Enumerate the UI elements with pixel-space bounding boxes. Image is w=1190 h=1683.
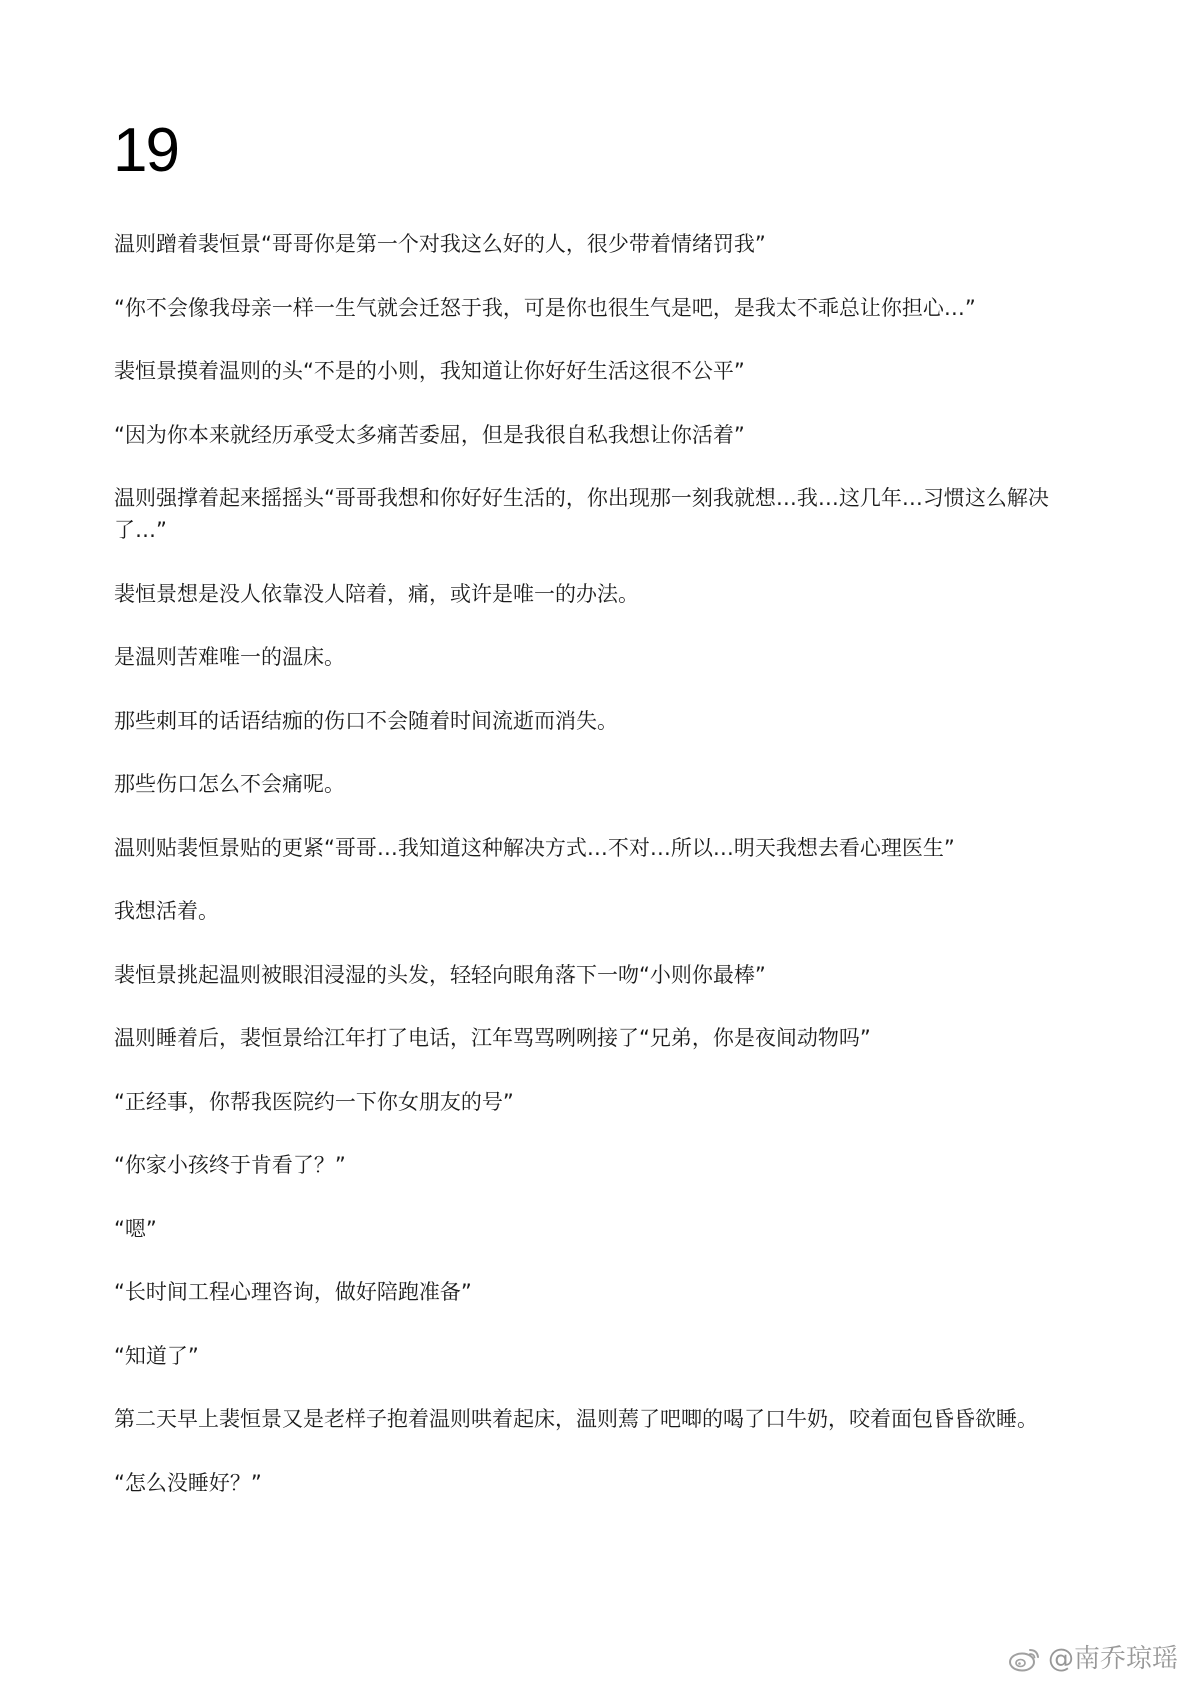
paragraph: “嗯”	[114, 1216, 157, 1241]
watermark-text: @南乔琼瑶	[1047, 1644, 1178, 1674]
paragraph: “正经事，你帮我医院约一下你女朋友的号”	[114, 1089, 514, 1114]
paragraph: “长时间工程心理咨询，做好陪跑准备”	[114, 1280, 472, 1304]
paragraph: 温则睡着后，裴恒景给江年打了电话，江年骂骂咧咧接了“兄弟，你是夜间动物吗”	[114, 1026, 871, 1050]
chapter-body	[114, 228, 1084, 1530]
paragraph: 裴恒景挑起温则被眼泪浸湿的头发，轻轻向眼角落下一吻“小则你最棒”	[114, 962, 766, 987]
paragraph: 那些刺耳的话语结痂的伤口不会随着时间流逝而消失。	[114, 708, 618, 733]
paragraph: “因为你本来就经历承受太多痛苦委屈，但是我很自私我想让你活着”	[114, 422, 745, 447]
paragraph: 温则强撑着起来摇摇头“哥哥我想和你好好生活的，你出现那一刻我就想…我…这几年…习惯这么解决了…”	[114, 486, 1049, 542]
chapter-number: 19	[113, 116, 178, 185]
paragraph: 是温则苦难唯一的温床。	[114, 645, 345, 669]
paragraph: 裴恒景摸着温则的头“不是的小则，我知道让你好好生活这很不公平”	[114, 359, 745, 383]
watermark	[1008, 1641, 1178, 1677]
weibo-icon	[1008, 1645, 1042, 1673]
paragraph: “你家小孩终于肯看了？”	[114, 1153, 346, 1177]
paragraph: 温则蹭着裴恒景“哥哥你是第一个对我这么好的人，很少带着情绪罚我”	[114, 232, 766, 256]
paragraph: 温则贴裴恒景贴的更紧“哥哥…我知道这种解决方式…不对…所以…明天我想去看心理医生”	[114, 835, 955, 860]
paragraph: 那些伤口怎么不会痛呢。	[114, 772, 345, 796]
paragraph: 裴恒景想是没人依靠没人陪着，痛，或许是唯一的办法。	[114, 581, 639, 606]
paragraph: “你不会像我母亲一样一生气就会迁怒于我，可是你也很生气是吧，是我太不乖总让你担心…”	[114, 295, 976, 320]
paragraph: 第二天早上裴恒景又是老样子抱着温则哄着起床，温则蔫了吧唧的喝了口牛奶，咬着面包昏昏欲睡。	[114, 1407, 1038, 1431]
paragraph: 我想活着。	[114, 899, 219, 923]
paragraph: “知道了”	[114, 1343, 199, 1368]
paragraph: “怎么没睡好？”	[114, 1470, 262, 1495]
